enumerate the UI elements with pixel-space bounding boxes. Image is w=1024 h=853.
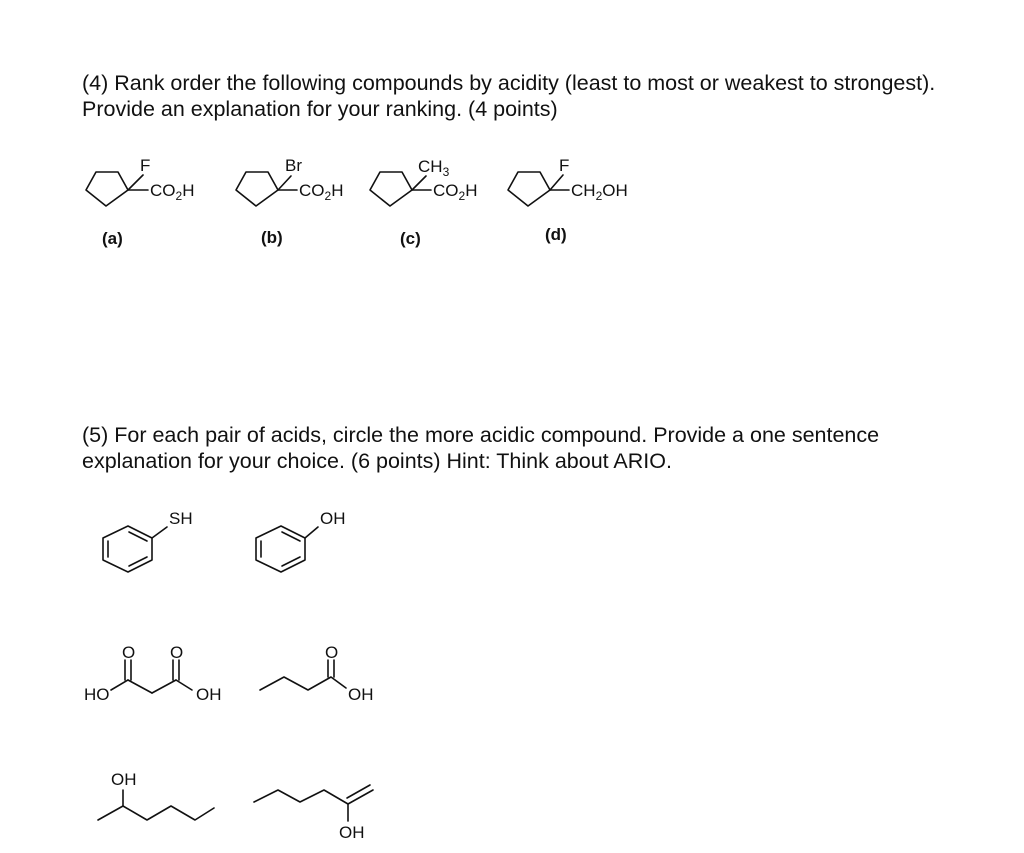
oh-label: OH: [348, 685, 374, 704]
oh-label: OH: [320, 509, 346, 528]
carbon-chain: [260, 677, 346, 690]
ho-label: HO: [84, 685, 110, 704]
group-label-b: $CO_2H$: [299, 181, 344, 203]
group-label-c: $CO_2H$: [433, 181, 478, 203]
cyclopentane-ring-a: [86, 172, 128, 206]
substituent-label-c: $CH_3$: [418, 157, 450, 179]
alkene-double-bond: [347, 785, 370, 798]
butanoic-acid-structure: [260, 643, 374, 704]
compound-a: [86, 156, 194, 248]
phenol-structure: [256, 509, 346, 572]
question-4-text: (4) Rank order the following compounds by acidity (least to most or weakest to strongest). Provide an explanation for your ranking. (4 points): [82, 71, 936, 121]
carbonyl-o-label: O: [325, 643, 339, 662]
malonic-acid-structure: [84, 643, 222, 704]
bond: [128, 680, 152, 693]
bond: [111, 680, 128, 690]
compound-label-d: (d): [545, 225, 567, 244]
compound-d: [508, 156, 628, 244]
cyclopentane-ring-c: [370, 172, 412, 206]
benzene-ring-thiophenol: [103, 526, 152, 572]
bond-to-ch3-c: [412, 176, 426, 190]
carbonyl-o-label: O: [170, 643, 184, 662]
alcohol-structure: [98, 770, 214, 820]
sh-label: SH: [169, 509, 193, 528]
benzene-ring-phenol: [256, 526, 305, 572]
carbon-chain: [254, 790, 348, 804]
substituent-label-d: F: [559, 156, 570, 175]
enol-structure: [254, 785, 373, 842]
oh-label: OH: [196, 685, 222, 704]
bond-to-f-a: [128, 175, 143, 190]
compound-label-b: (b): [261, 228, 283, 247]
carbon-chain: [98, 806, 214, 820]
oh-label: OH: [111, 770, 137, 789]
cyclopentane-ring-d: [508, 172, 550, 206]
cyclopentane-ring-b: [236, 172, 278, 206]
group-label-a: $CO_2H$: [150, 181, 195, 203]
compound-b: [236, 156, 343, 247]
bond-to-oh: [305, 527, 318, 538]
bond: [152, 680, 176, 693]
alkene-double-bond: [348, 790, 373, 804]
carbonyl-o-label: O: [122, 643, 136, 662]
bond-to-br-b: [278, 176, 291, 190]
bond: [176, 680, 192, 690]
group-label-d: $CH_2OH$: [571, 181, 628, 203]
oh-label: OH: [339, 823, 365, 842]
bond-to-f-d: [550, 175, 563, 190]
substituent-label-a: F: [140, 156, 151, 175]
thiophenol-structure: [103, 509, 193, 572]
bond-to-sh: [152, 527, 167, 538]
compound-c: [370, 157, 477, 248]
compound-label-c: (c): [400, 229, 421, 248]
compound-label-a: (a): [102, 229, 123, 248]
substituent-label-b: Br: [285, 156, 302, 175]
question-5-text: (5) For each pair of acids, circle the more acidic compound. Provide a one sentence explanation for your choice. (6 points) Hint: Think about ARIO.: [82, 423, 880, 473]
